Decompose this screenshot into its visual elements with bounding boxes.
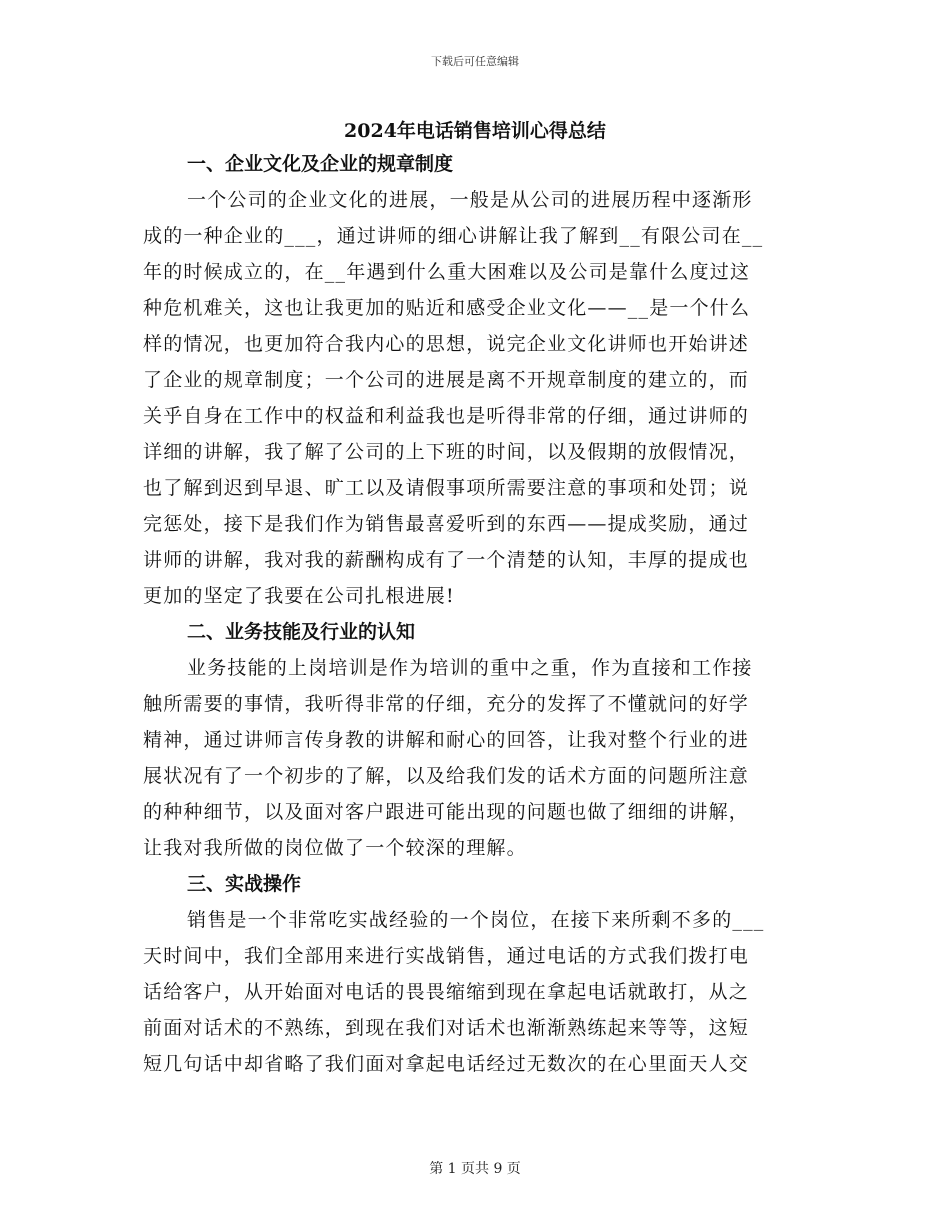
section-heading: 三、实战操作: [187, 873, 302, 895]
text-line: 关乎自身在工作中的权益和利益我也是听得非常的仔细，通过讲师的: [143, 405, 750, 427]
section-paragraph: [143, 902, 803, 1082]
text-line: 一个公司的企业文化的进展，一般是从公司的进展历程中逐渐形: [187, 189, 753, 211]
text-line: 了企业的规章制度；一个公司的进展是离不开规章制度的建立的，而: [143, 369, 750, 391]
page-number-footer: 第 1 页共 9 页: [429, 1161, 521, 1177]
document-title: 2024年电话销售培训心得总结: [344, 120, 606, 142]
text-line: 触所需要的事情，我听得非常的仔细，充分的发挥了不懂就问的好学: [143, 693, 750, 715]
text-line: 样的情况，也更加符合我内心的思想，说完企业文化讲师也开始讲述: [143, 333, 750, 355]
text-line: 销售是一个非常吃实战经验的一个岗位，在接下来所剩不多的___: [187, 909, 765, 931]
text-line: 业务技能的上岗培训是作为培训的重中之重，作为直接和工作接: [187, 657, 753, 679]
text-line: 精神，通过讲师言传身教的讲解和耐心的回答，让我对整个行业的进: [143, 729, 750, 751]
section-heading: 一、企业文化及企业的规章制度: [187, 153, 454, 175]
text-line: 展状况有了一个初步的了解，以及给我们发的话术方面的问题所注意: [143, 765, 750, 787]
text-line: 也了解到迟到早退、旷工以及请假事项所需要注意的事项和处罚；说: [143, 477, 750, 499]
document-body: [143, 146, 803, 1082]
header-note: 下载后可任意编辑: [431, 55, 519, 68]
text-line: 天时间中，我们全部用来进行实战销售，通过电话的方式我们拨打电: [143, 945, 750, 967]
section-paragraph: [143, 650, 803, 866]
section-heading: 二、业务技能及行业的认知: [187, 621, 416, 643]
text-line: 话给客户，从开始面对电话的畏畏缩缩到现在拿起电话就敢打，从之: [143, 981, 750, 1003]
text-line: 讲师的讲解，我对我的薪酬构成有了一个清楚的认知，丰厚的提成也: [143, 549, 750, 571]
text-line: 种危机难关，这也让我更加的贴近和感受企业文化——__是一个什么: [143, 297, 751, 319]
section-paragraph: [143, 182, 803, 614]
text-line: 详细的讲解，我了解了公司的上下班的时间，以及假期的放假情况，: [143, 441, 750, 463]
text-line: 短几句话中却省略了我们面对拿起电话经过无数次的在心里面天人交: [143, 1053, 750, 1075]
text-line: 前面对话术的不熟练，到现在我们对话术也渐渐熟练起来等等，这短: [143, 1017, 750, 1039]
text-line: 完惩处，接下是我们作为销售最喜爱听到的东西——提成奖励，通过: [143, 513, 750, 535]
text-line: 让我对我所做的岗位做了一个较深的理解。: [143, 837, 527, 859]
text-line: 更加的坚定了我要在公司扎根进展!: [143, 585, 455, 607]
text-line: 的种种细节，以及面对客户跟进可能出现的问题也做了细细的讲解，: [143, 801, 750, 823]
text-line: 年的时候成立的，在__年遇到什么重大困难以及公司是靠什么度过这: [143, 261, 751, 283]
text-line: 成的一种企业的___，通过讲师的细心讲解让我了解到__有限公司在__: [143, 225, 764, 247]
